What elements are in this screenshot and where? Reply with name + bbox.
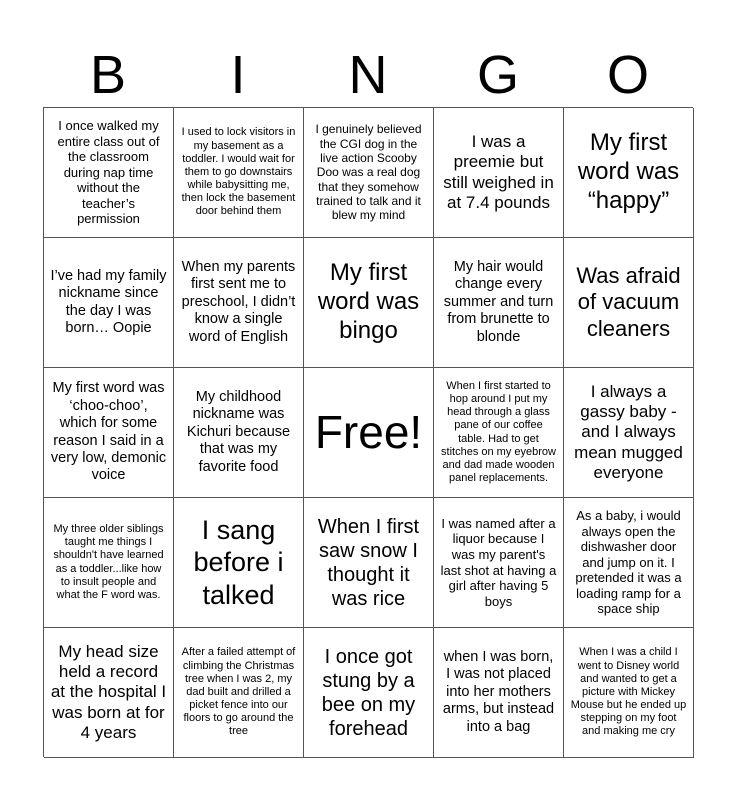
cell-text: My first word was ‘choo-choo’, which for some reason I said in a very low, demonic voice [50, 380, 167, 484]
bingo-cell[interactable] [174, 498, 304, 628]
cell-text: Was afraid of vacuum cleaners [576, 262, 681, 341]
cell-text: I once walked my entire class out of the classroom during nap time without the teacher’s permission [57, 117, 160, 227]
bingo-cell[interactable] [304, 108, 434, 238]
bingo-cell[interactable] [174, 628, 304, 758]
bingo-cell[interactable] [44, 108, 174, 238]
header-letter-o: O [606, 45, 649, 105]
bingo-header [43, 45, 693, 105]
cell-text: when I was born, I was not placed into her mothers arms, but instead into a bag [442, 649, 555, 735]
bingo-cell[interactable] [44, 628, 174, 758]
bingo-cell[interactable] [44, 238, 174, 368]
cell-text: When I first saw snow I thought it was rice [317, 515, 420, 610]
bingo-board [43, 107, 693, 757]
free-space-text: Free! [314, 405, 423, 458]
cell-text: My head size held a record at the hospital I was born at for 4 years [50, 641, 167, 743]
cell-text: My childhood nickname was Kichuri because that was my favorite food [186, 389, 291, 475]
free-space[interactable] [304, 368, 434, 498]
bingo-cell[interactable] [304, 498, 434, 628]
bingo-cell[interactable] [434, 238, 564, 368]
header-letter-i: I [230, 45, 246, 105]
bingo-cell[interactable] [44, 368, 174, 498]
cell-text: I was named after a liquor because I was my parent's last shot at having a girl after having 5 boys [440, 515, 557, 609]
header-letter-n: N [348, 45, 388, 105]
cell-text: I sang before i talked [193, 514, 284, 610]
cell-text: I genuinely believed the CGI dog in the live action Scooby Doo was a real dog that they somehow trained to talk and it blew my mind [315, 122, 422, 223]
bingo-cell[interactable] [564, 368, 694, 498]
cell-text: I was a preemie but still weighed in at 7.4 pounds [443, 131, 554, 212]
cell-text: After a failed attempt of climbing the Christmas tree when I was 2, my dad built and drilled a picket fence into our floors to go around the tree [181, 646, 296, 738]
bingo-cell[interactable] [564, 498, 694, 628]
bingo-cell[interactable] [174, 108, 304, 238]
bingo-cell[interactable] [564, 238, 694, 368]
cell-text: My first word was “happy” [577, 129, 680, 214]
cell-text: My hair would change every summer and turn from brunette to blonde [443, 259, 554, 345]
cell-text: As a baby, i would always open the dishwasher door and jump on it. I pretended it was a loading ramp for a space ship [575, 507, 682, 617]
bingo-cell[interactable] [174, 238, 304, 368]
cell-text: I once got stung by a bee on my forehead [321, 645, 416, 740]
cell-text: My three older siblings taught me things I shouldn't have learned as a toddler...like how to insult people and what the F word was. [53, 522, 164, 601]
bingo-cell[interactable] [44, 498, 174, 628]
cell-text: My first word was bingo [317, 259, 420, 344]
bingo-cell[interactable] [434, 498, 564, 628]
bingo-cell[interactable] [304, 628, 434, 758]
cell-text: When my parents first sent me to preschool, I didn’t know a single word of English [181, 259, 296, 345]
bingo-cell[interactable] [174, 368, 304, 498]
bingo-cell[interactable] [304, 238, 434, 368]
cell-text: I used to lock visitors in my basement as a toddler. I would wait for them to go downstairs while babysitting me, then lock the basement door behind them [181, 126, 296, 218]
bingo-cell[interactable] [564, 628, 694, 758]
cell-text: When I was a child I went to Disney world and wanted to get a picture with Mickey Mouse but he ended up stepping on my foot and making me cry [570, 646, 687, 738]
bingo-cell[interactable] [564, 108, 694, 238]
bingo-cell[interactable] [434, 368, 564, 498]
cell-text: I’ve had my family nickname since the day I was born… Oopie [50, 267, 167, 336]
header-letter-g: G [476, 45, 519, 105]
bingo-cell[interactable] [434, 628, 564, 758]
cell-text: I always a gassy baby - and I always mean mugged everyone [574, 381, 683, 483]
bingo-cell[interactable] [434, 108, 564, 238]
header-letter-b: B [89, 45, 127, 105]
cell-text: When I first started to hop around I put my head through a glass pane of our coffee table. Had to get stitches on my eyebrow and dad made wooden panel replacements. [441, 379, 556, 485]
